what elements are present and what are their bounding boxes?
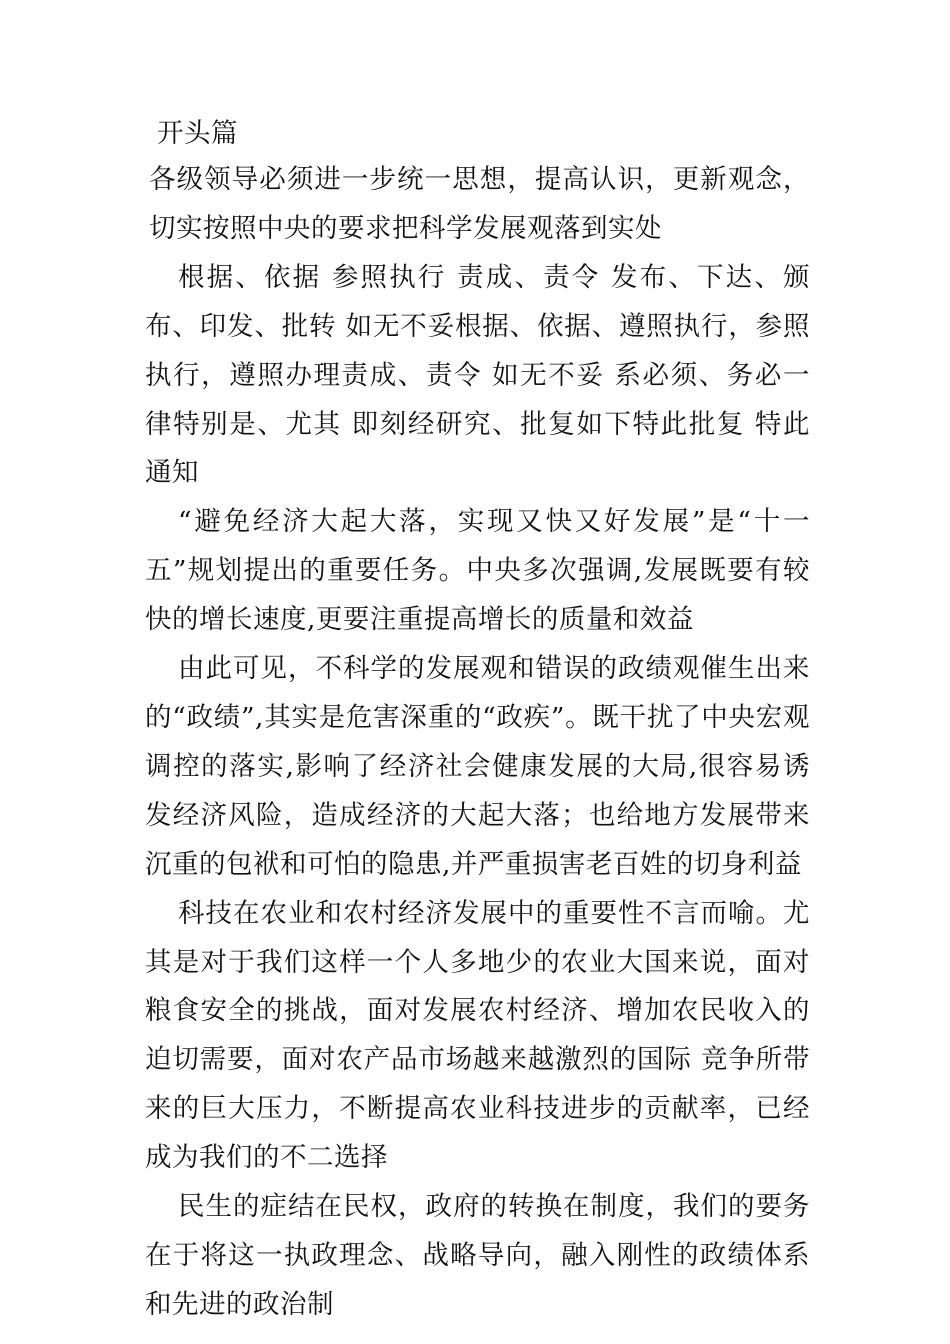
- paragraph-6: 民生的症结在民权，政府的转换在制度，我们的要务在于将这一执政理念、战略导向，融入刚性的政绩体系和先进的政治制: [145, 1191, 810, 1320]
- paragraph-5: 科技在农业和农村经济发展中的重要性不言而喻。尤其是对于我们这样一个人多地少的农业大国来说，面对粮食安全的挑战，面对发展农村经济、增加农民收入的迫切需要，面对农产品市场越来越激烈的国际 竞争所带来的巨大压力，不断提高农业科技进步的贡献率，已经成为我们的不二选择: [145, 897, 810, 1174]
- paragraph-1: 各级领导必须进一步统一思想，提高认识，更新观念，切实按照中央的要求把科学发展观落到实处: [149, 164, 810, 244]
- document-heading: 开头篇: [157, 118, 238, 149]
- paragraph-3: “避免经济大起大落，实现又快又好发展”是“十一五”规划提出的重要任务。中央多次强调,发展既要有较快的增长速度,更要注重提高增长的质量和效益: [145, 506, 810, 636]
- paragraph-2: 根据、依据 参照执行 责成、责令 发布、下达、颁布、印发、批转 如无不妥根据、依据、遵照执行，参照执行，遵照办理责成、责令 如无不妥 系必须、务必一律特别是、尤其 即刻经研究、批复如下特此批复 特此通知: [145, 261, 810, 489]
- document-body: [145, 112, 810, 1330]
- paragraph-4: 由此可见，不科学的发展观和错误的政绩观催生出来的“政绩”,其实是危害深重的“政疾”。既干扰了中央宏观调控的落实,影响了经济社会健康发展的大局,很容易诱发经济风险，造成经济的大起大落；也给地方发展带来沉重的包袱和可怕的隐患,并严重损害老百姓的切身利益: [145, 653, 810, 880]
